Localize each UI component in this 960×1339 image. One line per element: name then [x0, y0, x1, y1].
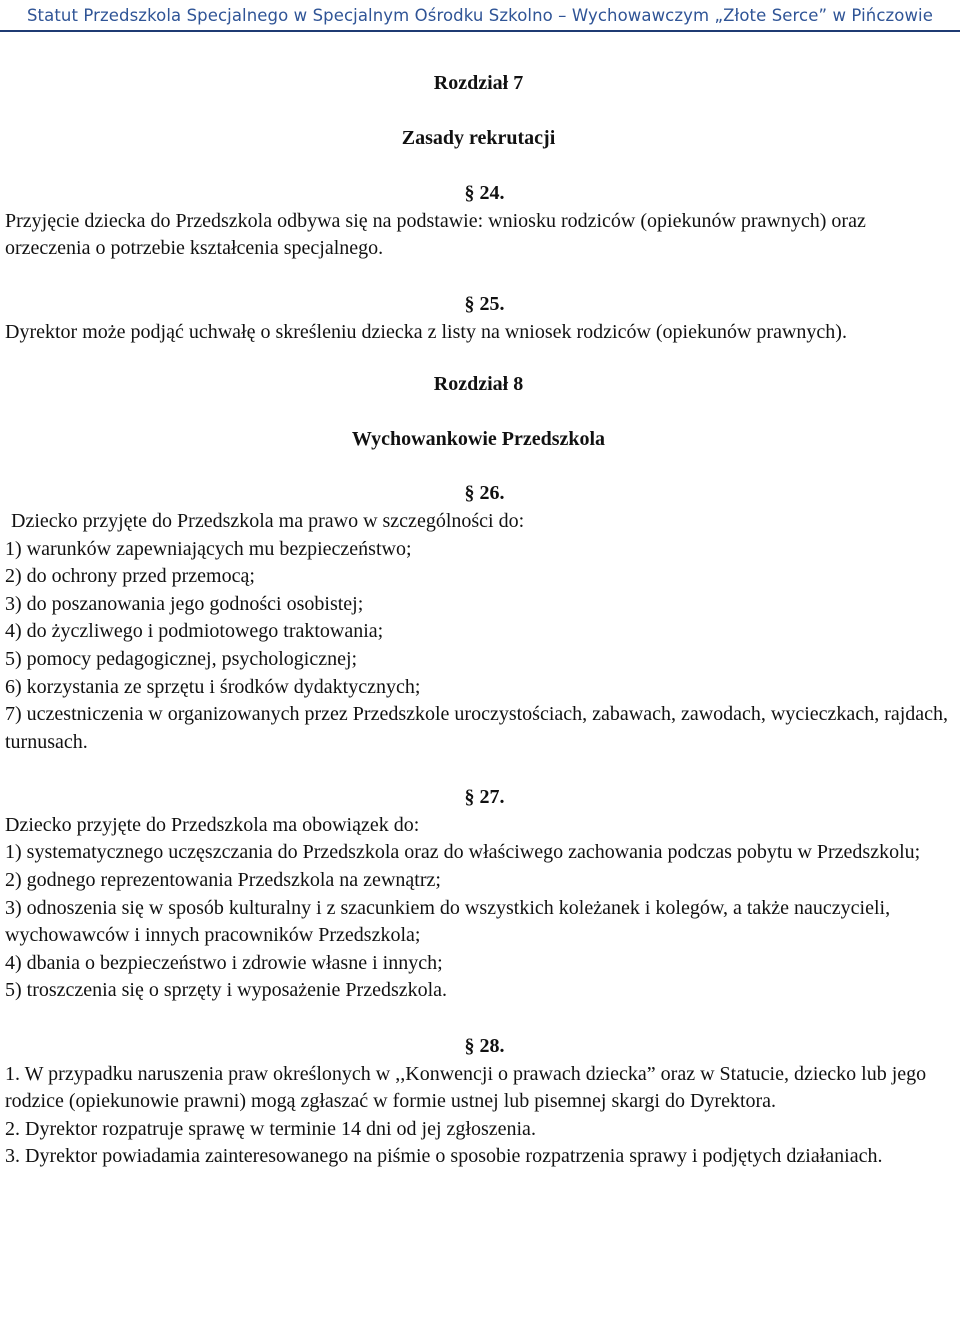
paragraph-27-intro: Dziecko przyjęte do Przedszkola ma obowiązek do: — [5, 813, 420, 836]
list-item: 3) odnoszenia się w sposób kulturalny i z szacunkiem do wszystkich koleżanek i kolegów, a także nauczycieli, wychowawców i innych pracowników Przedszkola; — [5, 896, 891, 947]
paragraph-24 — [5, 208, 952, 263]
paragraph-27-number: § 27. — [464, 786, 505, 809]
paragraph-26 — [5, 508, 952, 756]
paragraph-24-number: § 24. — [464, 182, 505, 205]
paragraph-28-number: § 28. — [464, 1035, 505, 1058]
list-item: 2) do ochrony przed przemocą; — [5, 565, 255, 588]
paragraph-24-text: Przyjęcie dziecka do Przedszkola odbywa się na podstawie: wniosku rodziców (opiekunów prawnych) oraz orzeczenia o potrzebie kształcenia specjalnego. — [5, 209, 866, 260]
paragraph-28-point-3: 3. Dyrektor powiadamia zainteresowanego na piśmie o sposobie rozpatrzenia sprawy i podjętych działaniach. — [5, 1145, 883, 1168]
chapter-8-title: Wychowankowie Przedszkola — [351, 427, 606, 450]
list-item: 1) warunków zapewniających mu bezpieczeństwo; — [5, 537, 412, 560]
paragraph-27 — [5, 812, 952, 1005]
chapter-7-title: Zasady rekrutacji — [401, 126, 556, 149]
header-title: Statut Przedszkola Specjalnego w Specjalnym Ośrodku Szkolno – Wychowawczym „Złote Serce” w Pińczowie — [26, 5, 933, 25]
paragraph-26-number: § 26. — [464, 482, 505, 505]
list-item: 5) troszczenia się o sprzęty i wyposażenie Przedszkola. — [5, 979, 448, 1002]
paragraph-25-text: Dyrektor może podjąć uchwałę o skreśleniu dziecka z listy na wniosek rodziców (opiekunów prawnych). — [5, 320, 847, 343]
paragraph-26-intro: Dziecko przyjęte do Przedszkola ma prawo w szczególności do: — [11, 509, 525, 532]
chapter-7-heading: Rozdział 7 — [433, 72, 524, 94]
paragraph-25-number: § 25. — [464, 292, 505, 315]
document-body — [5, 70, 952, 1171]
list-item: 7) uczestniczenia w organizowanych przez Przedszkole uroczystościach, zabawach, zawodach, wycieczkach, rajdach, turnusach. — [5, 703, 949, 753]
list-item: 2) godnego reprezentowania Przedszkola na zewnątrz; — [5, 869, 441, 892]
list-item: 1) systematycznego uczęszczania do Przedszkola oraz do właściwego zachowania podczas pobytu w Przedszkolu; — [5, 841, 921, 864]
paragraph-25 — [5, 319, 952, 347]
paragraph-28 — [5, 1061, 952, 1171]
list-item: 6) korzystania ze sprzętu i środków dydaktycznych; — [5, 675, 421, 698]
list-item: 4) dbania o bezpieczeństwo i zdrowie własne i innych; — [5, 951, 443, 974]
paragraph-28-point-2: 2. Dyrektor rozpatruje sprawę w terminie 14 dni od jej zgłoszenia. — [5, 1117, 536, 1140]
running-header — [0, 0, 960, 32]
list-item: 5) pomocy pedagogicznej, psychologicznej; — [5, 647, 358, 670]
list-item: 4) do życzliwego i podmiotowego traktowania; — [5, 620, 384, 643]
paragraph-28-point-1: 1. W przypadku naruszenia praw określonych w ,,Konwencji o prawach dziecka” oraz w Statucie, dziecko lub jego rodzice (opiekunowie prawni) mogą zgłaszać w formie ustnej lub pisemnej skargi do Dyrektora. — [5, 1062, 927, 1113]
chapter-8-heading: Rozdział 8 — [433, 373, 524, 396]
list-item: 3) do poszanowania jego godności osobistej; — [5, 592, 364, 615]
